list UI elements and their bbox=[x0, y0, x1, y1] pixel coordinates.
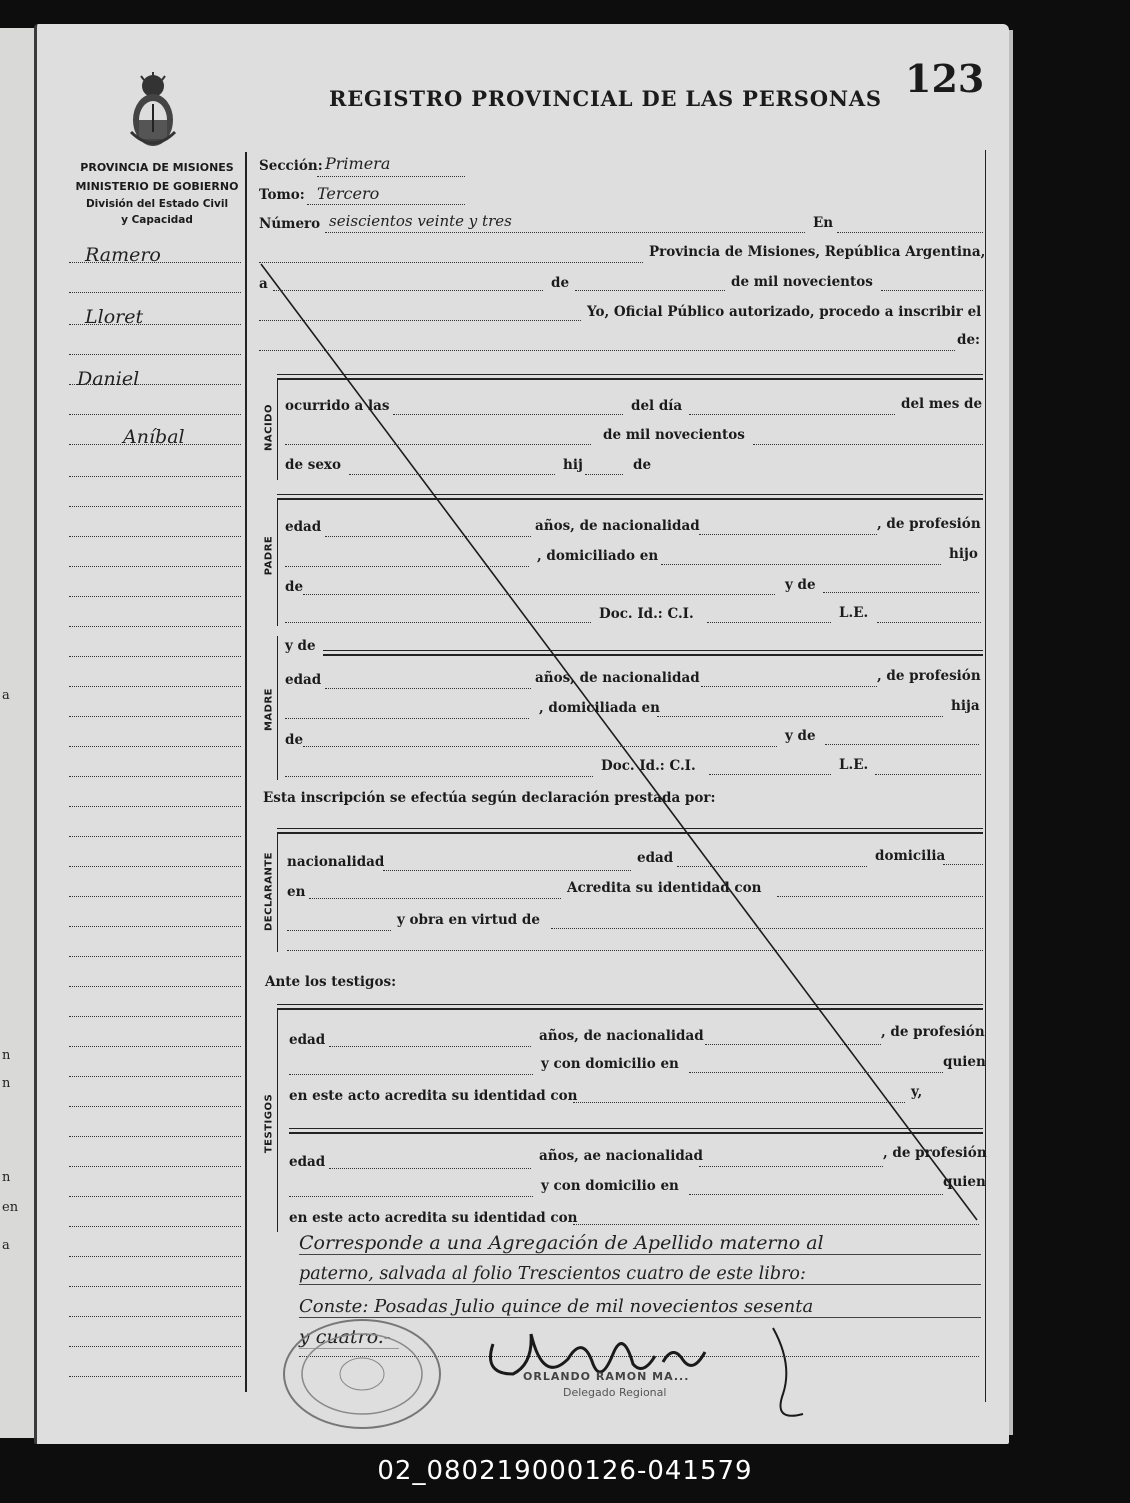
madre-hija-label: hija bbox=[951, 698, 980, 714]
tomo-value: Tercero bbox=[317, 184, 380, 203]
cancellation-diagonal bbox=[37, 24, 1009, 1444]
testigo1-quien-label: quien bbox=[943, 1054, 986, 1070]
padre-section-label: PADRE bbox=[263, 535, 275, 576]
mil-novecientos-label: de mil novecientos bbox=[731, 274, 873, 290]
page-title: REGISTRO PROVINCIAL DE LAS PERSONAS bbox=[329, 86, 882, 111]
de-colon-label: de: bbox=[957, 332, 981, 348]
seccion-label: Sección: bbox=[259, 158, 323, 174]
padre-de-label: de bbox=[285, 579, 304, 595]
annotation-line4: y cuatro.- bbox=[299, 1326, 399, 1349]
provincia-text: Provincia de Misiones, República Argentina, bbox=[649, 244, 986, 260]
margin-name-given1: Daniel bbox=[77, 368, 140, 390]
declarante-obra-label: y obra en virtud de bbox=[397, 912, 540, 928]
del-mes-label: del mes de bbox=[901, 396, 983, 412]
left-page-fragment: n bbox=[2, 1170, 11, 1185]
annotation-line3: Conste: Posadas Julio quince de mil novecientos sesenta bbox=[299, 1296, 981, 1318]
signatory-name-stamp: ORLANDO RAMON MA... bbox=[523, 1370, 690, 1383]
testigo2-acredita-label: en este acto acredita su identidad con bbox=[289, 1210, 578, 1226]
testigos-text: Ante los testigos: bbox=[265, 974, 397, 990]
annotation-line1: Corresponde a una Agregación de Apellido materno al bbox=[299, 1232, 981, 1255]
tomo-label: Tomo: bbox=[259, 187, 305, 203]
padre-y-de-label: y de bbox=[785, 577, 816, 593]
annotation-line2: paterno, salvada al folio Trescientos cuatro de este libro: bbox=[299, 1264, 981, 1285]
margin-name-surname2: Lloret bbox=[85, 306, 144, 328]
declarante-acredita-label: Acredita su identidad con bbox=[567, 880, 762, 896]
oficial-publico-text: Yo, Oficial Público autorizado, procedo a inscribir el bbox=[587, 304, 982, 320]
testigo1-edad-label: edad bbox=[289, 1032, 326, 1048]
office-capacity: y Capacidad bbox=[121, 214, 193, 226]
declarante-nacionalidad-label: nacionalidad bbox=[287, 854, 385, 870]
sexo-label: de sexo bbox=[285, 457, 341, 473]
declarante-domicilia-label: domicilia bbox=[875, 848, 946, 864]
testigo2-profesion-label: , de profesión bbox=[883, 1145, 987, 1161]
testigo1-profesion-label: , de profesión bbox=[881, 1024, 985, 1040]
madre-y-de-label: y de bbox=[785, 728, 816, 744]
page-number: 123 bbox=[905, 56, 985, 101]
office-division: División del Estado Civil bbox=[85, 198, 229, 210]
declaracion-text: Esta inscripción se efectúa según declaración prestada por: bbox=[263, 790, 716, 806]
testigo1-acredita-label: en este acto acredita su identidad con bbox=[289, 1088, 578, 1104]
padre-domiciliado-label: , domiciliado en bbox=[537, 548, 659, 564]
margin-name-surname1: Ramero bbox=[85, 244, 161, 266]
left-page-fragment: en bbox=[2, 1200, 19, 1215]
madre-profesion-label: , de profesión bbox=[877, 668, 981, 684]
madre-section-label: MADRE bbox=[263, 687, 275, 732]
en-label: En bbox=[813, 215, 834, 231]
padre-edad-label: edad bbox=[285, 519, 322, 535]
left-page-fragment: a bbox=[2, 1238, 10, 1253]
left-page-fragment: n bbox=[2, 1076, 11, 1091]
padre-le-label: L.E. bbox=[839, 605, 869, 621]
left-page-fragment: n bbox=[2, 1048, 11, 1063]
ocurrido-label: ocurrido a las bbox=[285, 398, 390, 414]
madre-nacionalidad-label: años, de nacionalidad bbox=[535, 670, 700, 686]
seccion-value: Primera bbox=[325, 154, 391, 173]
testigo1-y-label: y, bbox=[911, 1084, 923, 1100]
de-label: de bbox=[551, 275, 570, 291]
testigo1-domicilio-label: y con domicilio en bbox=[541, 1056, 679, 1072]
declarante-en-label: en bbox=[287, 884, 306, 900]
madre-de-label: de bbox=[285, 732, 304, 748]
signatory-role-stamp: Delegado Regional bbox=[563, 1386, 667, 1399]
madre-edad-label: edad bbox=[285, 672, 322, 688]
margin-name-given2: Aníbal bbox=[123, 426, 185, 448]
madre-y-de-top: y de bbox=[285, 638, 316, 654]
testigo2-domicilio-label: y con domicilio en bbox=[541, 1178, 679, 1194]
testigo2-edad-label: edad bbox=[289, 1154, 326, 1170]
madre-domiciliada-label: , domiciliada en bbox=[539, 700, 660, 716]
office-ministry: MINISTERIO DE GOBIERNO bbox=[75, 180, 239, 193]
numero-label: Número bbox=[259, 216, 321, 232]
numero-value: seiscientos veinte y tres bbox=[329, 212, 512, 230]
official-seal-stamp bbox=[277, 1314, 447, 1434]
del-dia-label: del día bbox=[631, 398, 683, 414]
testigo1-nacionalidad-label: años, de nacionalidad bbox=[539, 1028, 704, 1044]
testigo2-quien-label: quien bbox=[943, 1174, 986, 1190]
nacido-de-label: de bbox=[633, 457, 652, 473]
hij-label: hij bbox=[563, 457, 583, 473]
padre-doc-label: Doc. Id.: C.I. bbox=[599, 606, 694, 622]
office-province: PROVINCIA DE MISIONES bbox=[80, 161, 234, 174]
testigos-section-label: TESTIGOS bbox=[263, 1093, 275, 1154]
madre-doc-label: Doc. Id.: C.I. bbox=[601, 758, 696, 774]
document-identifier: 02_080219000126-041579 bbox=[377, 1456, 753, 1486]
left-page-fragment: a bbox=[2, 688, 10, 703]
signature bbox=[473, 1304, 813, 1434]
mil-novecientos-nacido: de mil novecientos bbox=[603, 427, 745, 443]
a-label: a bbox=[259, 276, 268, 292]
padre-profesion-label: , de profesión bbox=[877, 516, 981, 532]
madre-le-label: L.E. bbox=[839, 757, 869, 773]
left-page-edge bbox=[0, 28, 38, 1438]
nacido-section-label: NACIDO bbox=[263, 404, 275, 451]
padre-hijo-label: hijo bbox=[949, 546, 978, 562]
padre-nacionalidad-label: años, de nacionalidad bbox=[535, 518, 700, 534]
declarante-section-label: DECLARANTE bbox=[263, 851, 275, 932]
declarante-edad-label: edad bbox=[637, 850, 674, 866]
register-page bbox=[34, 24, 1009, 1444]
testigo2-nacionalidad-label: años, ae nacionalidad bbox=[539, 1148, 703, 1164]
